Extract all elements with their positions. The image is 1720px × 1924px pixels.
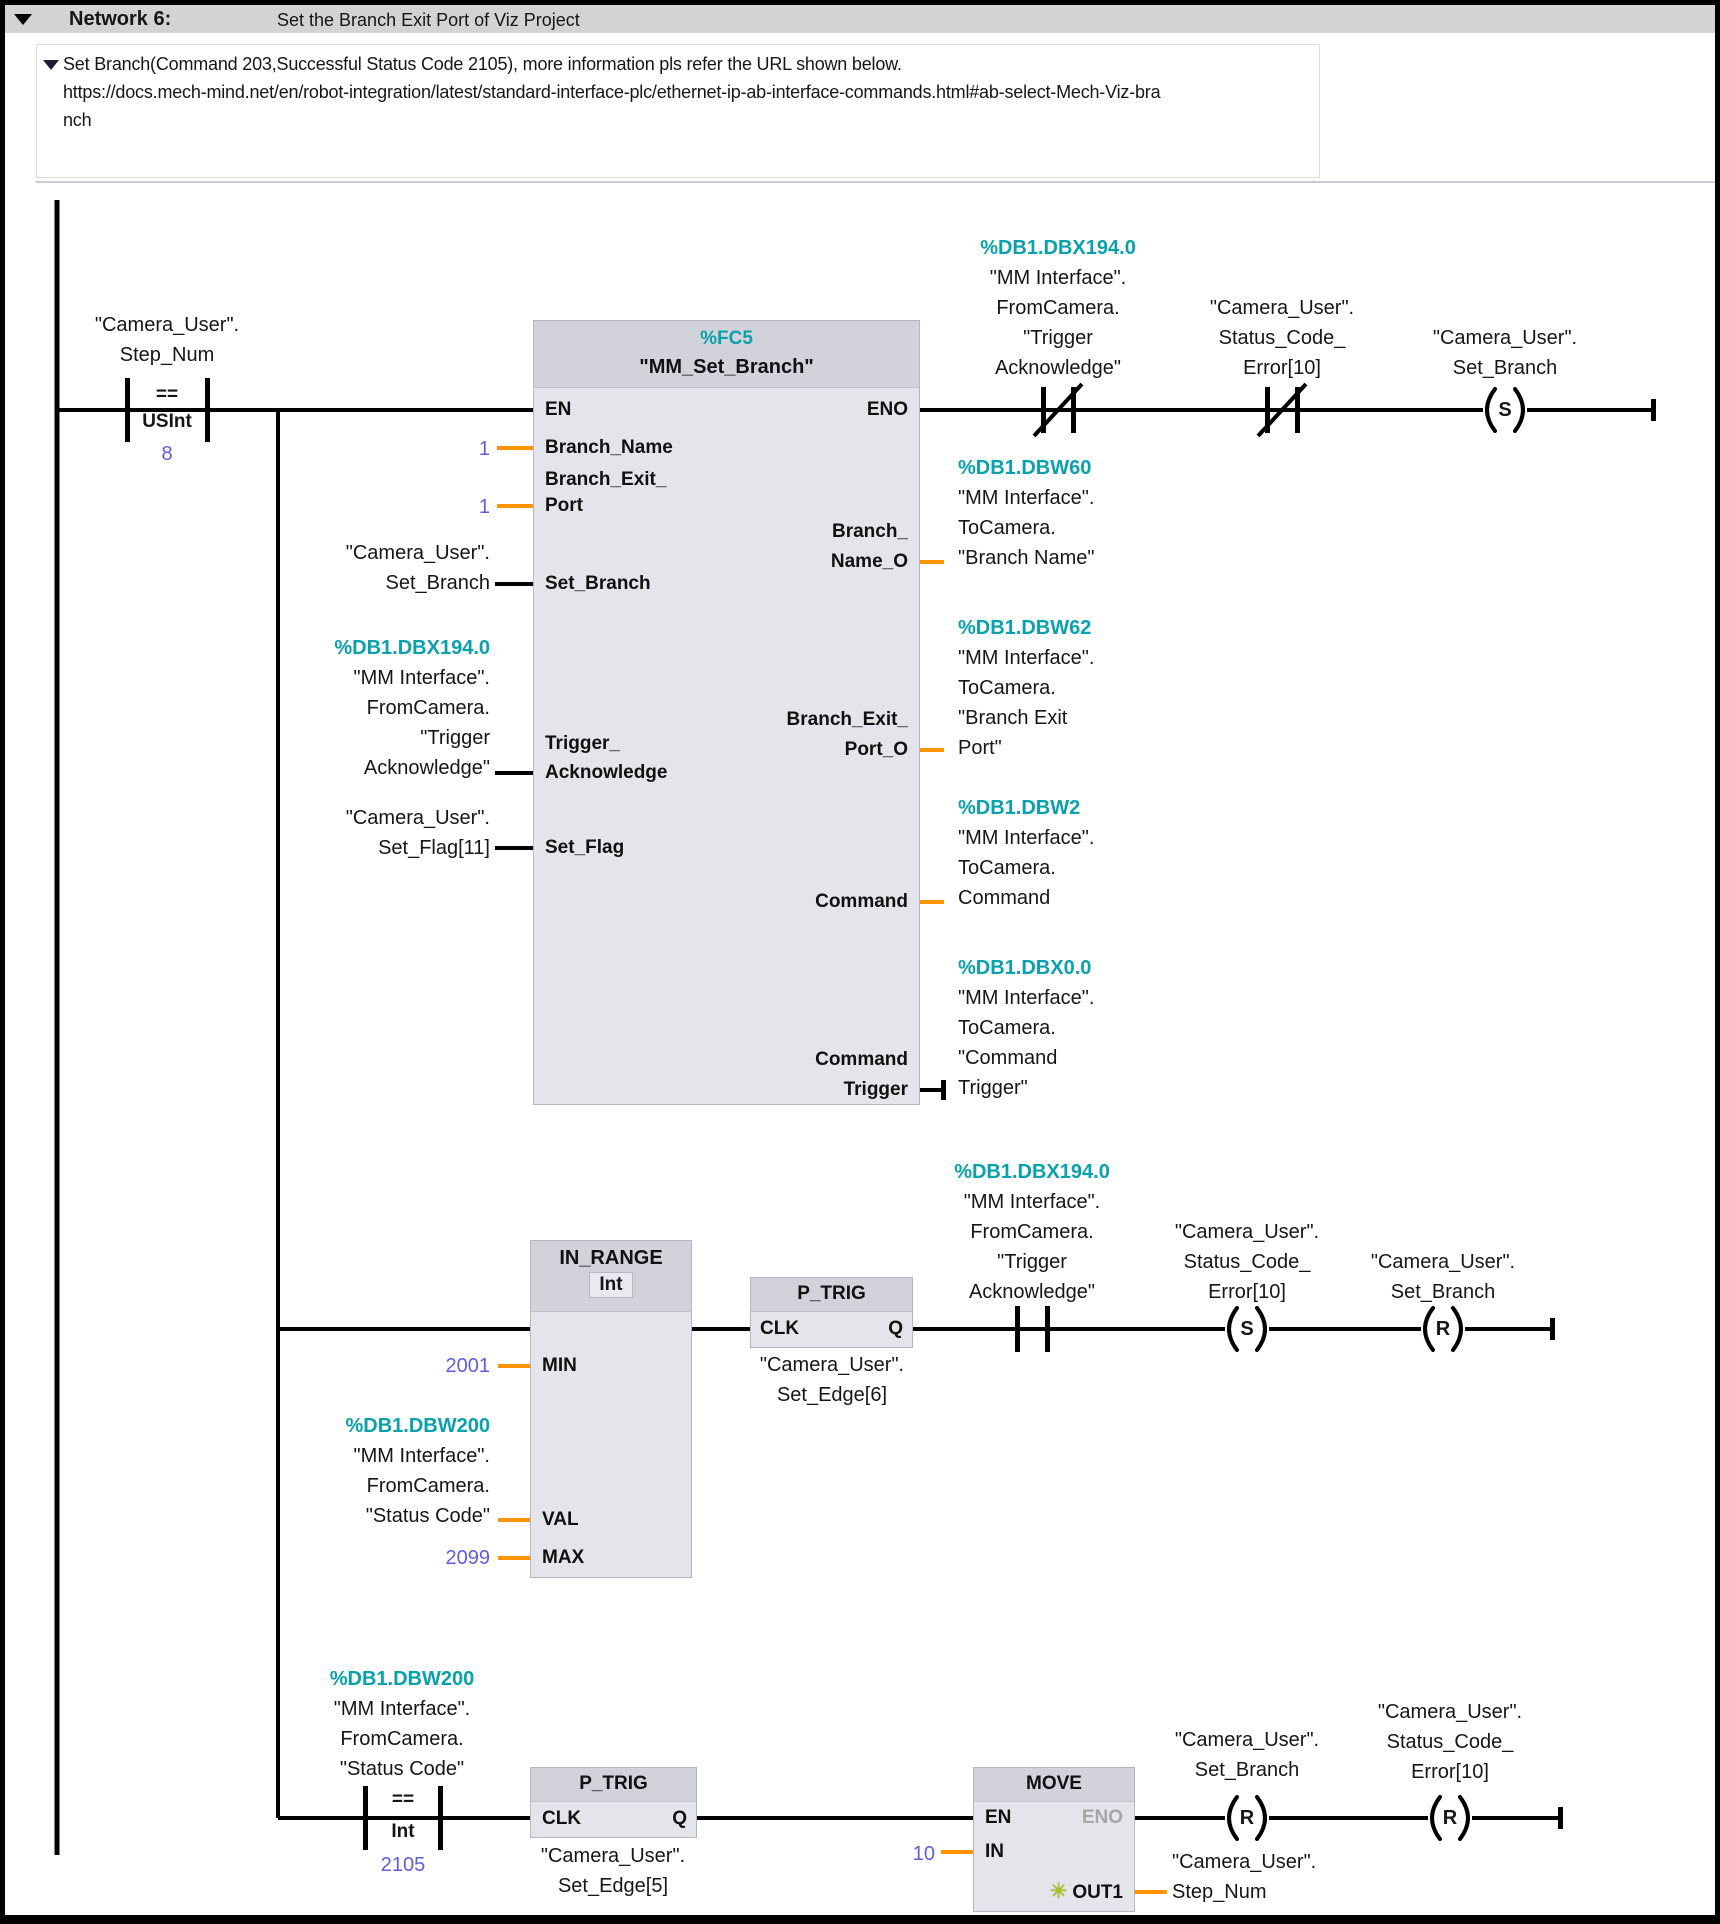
operand-line: Error[10] — [1208, 1281, 1286, 1303]
pin-branch-name-o-line2[interactable]: Name_O — [830, 551, 908, 572]
operand-line: Set_Flag[11] — [378, 837, 490, 859]
network-title: Network 6: — [69, 8, 172, 30]
in-range-dtype[interactable]: Int — [589, 1272, 632, 1298]
compare-value-rung1[interactable]: 8 — [161, 443, 173, 465]
pin-set-flag[interactable]: Set_Flag — [545, 837, 625, 858]
operand-line: Set_Edge[6] — [776, 1384, 888, 1406]
operand-line: Step_Num — [1172, 1881, 1267, 1903]
operand-line: Status_Code_ — [1386, 1731, 1514, 1753]
pin-max[interactable]: MAX — [542, 1547, 585, 1568]
constant-in-range-min[interactable]: 2001 — [445, 1355, 490, 1377]
operand-line: ToCamera. — [958, 677, 1056, 699]
network-comment[interactable] — [63, 50, 1313, 134]
move-name: MOVE — [1026, 1773, 1082, 1794]
operand-line: "MM Interface". — [958, 827, 1095, 849]
operand-line: Error[10] — [1243, 357, 1321, 379]
nc-contact-status-error[interactable] — [1258, 384, 1306, 436]
in-range-name: IN_RANGE — [559, 1247, 663, 1269]
operand-address: %DB1.DBW62 — [958, 617, 1092, 639]
pin-q[interactable]: Q — [672, 1808, 687, 1829]
pin-branch-exit-o-line2[interactable]: Port_O — [844, 739, 908, 760]
operand-address: %DB1.DBX194.0 — [980, 237, 1136, 259]
operand-line: "Camera_User". — [1370, 1251, 1516, 1273]
operand-set-branch-input[interactable] — [250, 538, 490, 598]
operand-address: %DB1.DBX0.0 — [958, 957, 1092, 979]
rung3-terminator — [1558, 1807, 1563, 1829]
operand-line: "Camera_User". — [1174, 1221, 1320, 1243]
operand-to-command[interactable] — [958, 793, 1094, 913]
operand-line: "MM Interface". — [958, 647, 1095, 669]
pin-trigger-ack-line1[interactable]: Trigger_ — [545, 733, 620, 754]
constant-in-range-max[interactable]: 2099 — [445, 1547, 490, 1569]
operand-line: "Branch Exit — [958, 707, 1068, 729]
operand-line: Command — [958, 887, 1051, 909]
in-range-input-wires — [498, 1366, 530, 1558]
move-header — [974, 1768, 1134, 1802]
operand-line: "Camera_User". — [759, 1354, 905, 1376]
constant-branch-exit-port[interactable]: 1 — [478, 496, 490, 518]
operand-address: %DB1.DBW2 — [958, 797, 1081, 819]
nc-contact-trigger-ack[interactable] — [1034, 384, 1082, 436]
p-trig-header — [751, 1278, 912, 1312]
operand-step-num-out[interactable] — [1172, 1847, 1316, 1907]
operand-line: "Camera_User". — [1209, 297, 1355, 319]
fc5-command-trigger-wire — [920, 1080, 946, 1100]
pin-set-branch[interactable]: Set_Branch — [545, 573, 651, 594]
operand-status-code-val[interactable] — [250, 1411, 490, 1531]
operand-reset-coil-set-branch[interactable] — [1333, 1247, 1553, 1307]
set-coil-letter: S — [1240, 1318, 1254, 1340]
network-header-bar[interactable] — [5, 5, 1715, 33]
pin-command-trigger-line1[interactable]: Command — [815, 1049, 908, 1070]
network-comment-box[interactable] — [36, 44, 1320, 178]
collapse-network-icon[interactable] — [14, 14, 32, 25]
operand-step-num[interactable] — [47, 310, 287, 370]
p-trig-name: P_TRIG — [797, 1283, 866, 1304]
operand-line: "Trigger — [997, 1251, 1067, 1273]
pin-branch-name-o-line1[interactable]: Branch_ — [831, 521, 908, 542]
comment-line: nch — [63, 110, 92, 130]
pin-en[interactable]: EN — [985, 1807, 1012, 1828]
operand-line: ToCamera. — [958, 857, 1056, 879]
operand-line: Set_Branch — [1390, 1281, 1496, 1303]
pin-branch-name[interactable]: Branch_Name — [545, 437, 673, 458]
operand-line: "Camera_User". — [1174, 1729, 1320, 1751]
fc5-input-wires-orange — [497, 448, 533, 506]
reset-coil-letter: R — [1239, 1807, 1255, 1829]
fc-block-address: %FC5 — [700, 328, 753, 349]
operand-line: FromCamera. — [366, 1475, 490, 1497]
pin-clk[interactable]: CLK — [760, 1318, 800, 1339]
operand-line: "Status Code" — [339, 1758, 465, 1780]
operand-line: "Trigger — [420, 727, 490, 749]
operand-line: Acknowledge" — [968, 1281, 1096, 1303]
operand-line: ToCamera. — [958, 1017, 1056, 1039]
compare-value-rung3[interactable]: 2105 — [380, 1854, 426, 1876]
operand-address: %DB1.DBX194.0 — [334, 637, 490, 659]
operand-line: "Camera_User". — [345, 542, 490, 564]
operand-set-coil-rung1[interactable] — [1395, 323, 1615, 383]
operand-line: Set_Branch — [1194, 1759, 1300, 1781]
rung2-terminator — [1550, 1318, 1555, 1340]
operand-line: "MM Interface". — [353, 1445, 490, 1467]
operand-line: "MM Interface". — [958, 987, 1095, 1009]
operand-nc-trigger-ack[interactable] — [948, 233, 1168, 383]
pin-min[interactable]: MIN — [542, 1355, 577, 1376]
operand-line: FromCamera. — [340, 1728, 464, 1750]
operand-trigger-ack-input[interactable] — [250, 633, 490, 783]
fc-block-name: "MM_Set_Branch" — [639, 356, 814, 378]
operand-address: %DB1.DBX194.0 — [954, 1161, 1110, 1183]
operand-line: FromCamera. — [970, 1221, 1094, 1243]
operand-set-flag[interactable] — [250, 803, 490, 863]
p-trig-header — [531, 1768, 696, 1802]
constant-move-in[interactable]: 10 — [912, 1843, 935, 1865]
pin-eno[interactable]: ENO — [1081, 1807, 1123, 1828]
operand-line: Set_Branch — [385, 572, 490, 594]
pin-out1[interactable] — [1020, 1879, 1123, 1905]
operand-set-coil-status-error[interactable] — [1137, 1217, 1357, 1307]
operand-line: "MM Interface". — [963, 1191, 1101, 1213]
pin-trigger-ack-line2[interactable]: Acknowledge — [545, 762, 668, 783]
rung1-terminator — [1651, 399, 1656, 421]
constant-branch-name[interactable]: 1 — [478, 438, 490, 460]
operand-line: Trigger" — [958, 1077, 1028, 1099]
operand-address: %DB1.DBW200 — [345, 1415, 490, 1437]
operand-line: Error[10] — [1411, 1761, 1489, 1783]
compare-type-rung1[interactable]: USInt — [142, 411, 192, 432]
operand-line: "MM Interface". — [353, 667, 490, 689]
pin-branch-exit-o-line1[interactable]: Branch_Exit_ — [786, 709, 908, 730]
operand-line: "Camera_User". — [345, 807, 490, 829]
operand-line: "Branch Name" — [958, 547, 1095, 569]
pin-en[interactable]: EN — [545, 399, 572, 420]
pin-branch-exit-line2[interactable]: Port — [545, 495, 583, 516]
operand-line: "Camera_User". — [94, 314, 240, 336]
collapse-comment-icon[interactable] — [43, 60, 59, 70]
fc5-input-wires-black — [495, 584, 533, 848]
operand-line: "Trigger — [1023, 327, 1093, 349]
pin-out1-label: OUT1 — [1072, 1882, 1123, 1903]
operand-line: Step_Num — [119, 344, 215, 366]
operand-set-edge5[interactable] — [503, 1841, 723, 1901]
comment-line: https://docs.mech-mind.net/en/robot-integration/latest/standard-interface-plc/ethernet-ip-ab-interface-commands.html#ab-select-Mech-Viz-bra — [63, 82, 1161, 102]
operand-set-edge6[interactable] — [722, 1350, 942, 1410]
network-subtitle[interactable]: Set the Branch Exit Port of Viz Project — [277, 10, 580, 30]
pin-val[interactable]: VAL — [542, 1509, 579, 1530]
operand-reset-coil-status-error-r3[interactable] — [1340, 1697, 1560, 1787]
reset-coil-letter: R — [1442, 1807, 1458, 1829]
pin-command-trigger-line2[interactable]: Trigger — [843, 1079, 908, 1100]
operand-line: ToCamera. — [958, 517, 1056, 539]
operand-line: Port" — [958, 737, 1002, 759]
fc5-output-wires-orange — [920, 562, 944, 902]
operand-nc-status-error[interactable] — [1172, 293, 1392, 383]
operand-line: Status_Code_ — [1218, 327, 1346, 349]
operand-line: FromCamera. — [366, 697, 490, 719]
operand-line: "Camera_User". — [1432, 327, 1578, 349]
operand-to-command-trigger[interactable] — [958, 953, 1094, 1103]
p-trig-name: P_TRIG — [579, 1773, 648, 1794]
operand-line: "Command — [958, 1047, 1058, 1069]
fc-block-header — [534, 321, 919, 388]
operand-line: "Camera_User". — [1377, 1701, 1523, 1723]
compare-op-rung3[interactable]: == — [391, 1789, 415, 1810]
in-range-header — [531, 1241, 691, 1312]
operand-line: "Camera_User". — [540, 1845, 686, 1867]
comment-line: Set Branch(Command 203,Successful Status Code 2105), more information pls refer the URL shown below. — [63, 54, 902, 74]
operand-line: "Camera_User". — [1172, 1851, 1317, 1873]
operand-line: "MM Interface". — [958, 487, 1095, 509]
add-output-star-icon[interactable]: ✳ — [1049, 1880, 1068, 1903]
operand-line: Set_Branch — [1452, 357, 1558, 379]
compare-type-rung3[interactable]: Int — [391, 1821, 415, 1842]
operand-line: "MM Interface". — [989, 267, 1127, 289]
operand-address: %DB1.DBW60 — [958, 457, 1092, 479]
operand-address: %DB1.DBW200 — [329, 1668, 475, 1690]
operand-line: Acknowledge" — [363, 757, 490, 779]
pin-q[interactable]: Q — [888, 1318, 903, 1339]
pin-clk[interactable]: CLK — [542, 1808, 582, 1829]
operand-reset-coil-set-branch-r3[interactable] — [1137, 1725, 1357, 1785]
operand-line: Set_Edge[5] — [557, 1875, 669, 1897]
operand-to-branch-name[interactable] — [958, 453, 1094, 573]
operand-to-branch-exit[interactable] — [958, 613, 1094, 763]
reset-coil-letter: R — [1435, 1318, 1451, 1340]
operand-line: "MM Interface". — [333, 1698, 471, 1720]
pin-eno[interactable]: ENO — [866, 399, 908, 420]
operand-line: "Status Code" — [365, 1505, 490, 1527]
pin-command[interactable]: Command — [815, 891, 908, 912]
pin-branch-exit-line1[interactable]: Branch_Exit_ — [545, 469, 667, 490]
operand-line: FromCamera. — [996, 297, 1120, 319]
compare-op-rung1[interactable]: == — [155, 384, 179, 405]
operand-no-trigger-ack[interactable] — [922, 1157, 1142, 1307]
operand-status-code-compare[interactable] — [282, 1664, 522, 1784]
set-coil-letter: S — [1498, 399, 1512, 421]
operand-line: Acknowledge" — [994, 357, 1122, 379]
pin-in[interactable]: IN — [985, 1841, 1004, 1862]
operand-line: Status_Code_ — [1183, 1251, 1311, 1273]
